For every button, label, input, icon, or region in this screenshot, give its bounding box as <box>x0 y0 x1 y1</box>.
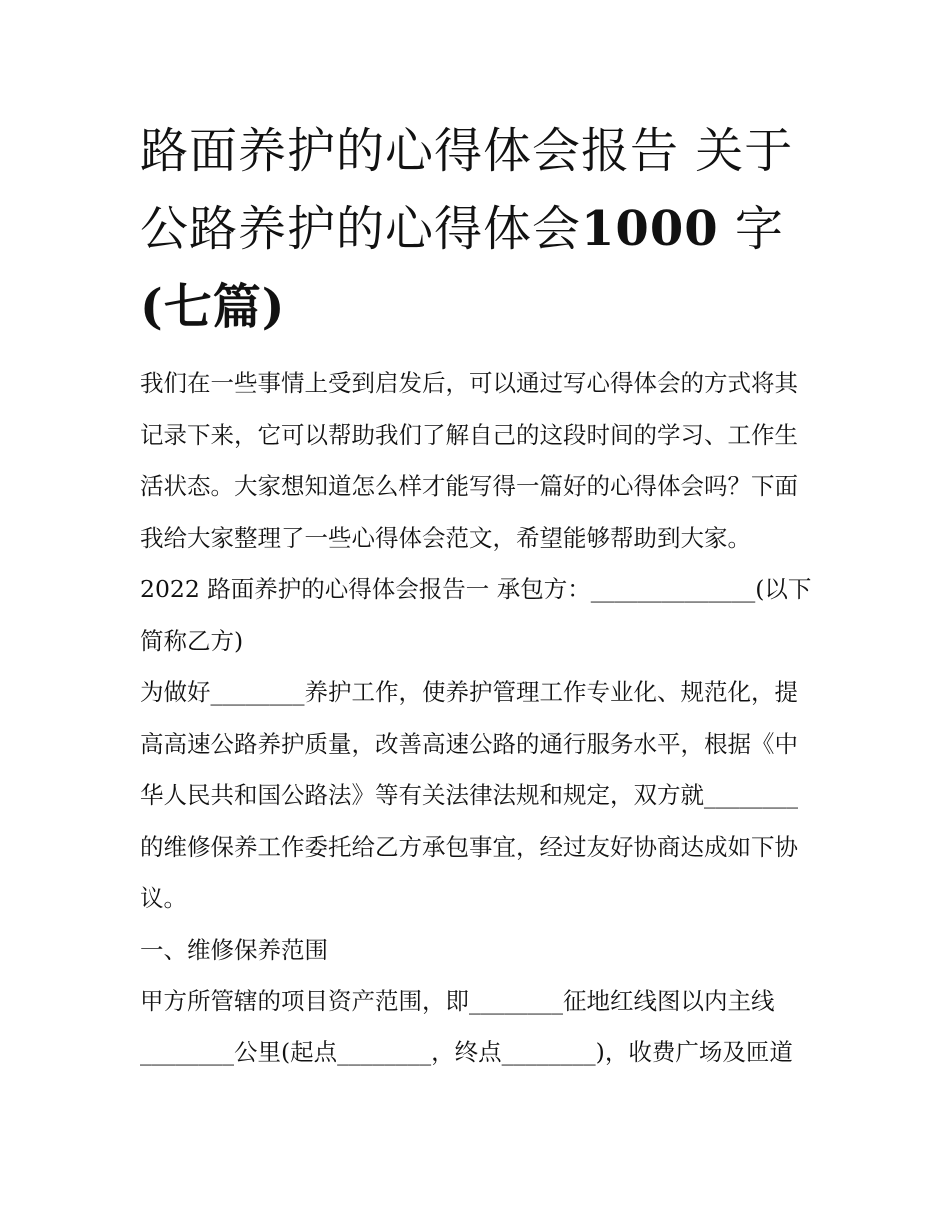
report-heading-paragraph: 2022 路面养护的心得体会报告一 承包方：______________(以下简称乙方) <box>140 575 812 655</box>
section-1-title: 一、维修保养范围 <box>140 935 328 964</box>
section-1-body: 甲方所管辖的项目资产范围，即________征地红线图以内主线________公里(起点________，终点________)，收费广场及匝道 <box>140 987 793 1066</box>
document-body <box>140 358 812 1078</box>
document-title <box>140 112 812 346</box>
title-line-2-text: 公路养护的心得体会 <box>140 201 582 257</box>
title-line-1: 路面养护的心得体会报告 关于 <box>140 123 794 179</box>
title-line-3: (七篇) <box>140 279 286 335</box>
title-line-2-number: 1000 <box>581 201 719 257</box>
intro-paragraph: 我们在一些事情上受到启发后，可以通过写心得体会的方式将其记录下来，它可以帮助我们了解自己的这段时间的学习、工作生活状态。大家想知道怎么样才能写得一篇好的心得体会吗？下面我给大家整理了一些心得体会范文，希望能够帮助到大家。 <box>140 369 798 552</box>
document-page <box>140 112 812 1078</box>
purpose-paragraph: 为做好________养护工作，使养护管理工作专业化、规范化，提高高速公路养护质量，改善高速公路的通行服务水平，根据《中华人民共和国公路法》等有关法律法规和规定，双方就________的维修保养工作委托给乙方承包事宜，经过友好协商达成如下协议。 <box>140 678 798 912</box>
title-line-2-suffix: 字 <box>718 201 784 257</box>
